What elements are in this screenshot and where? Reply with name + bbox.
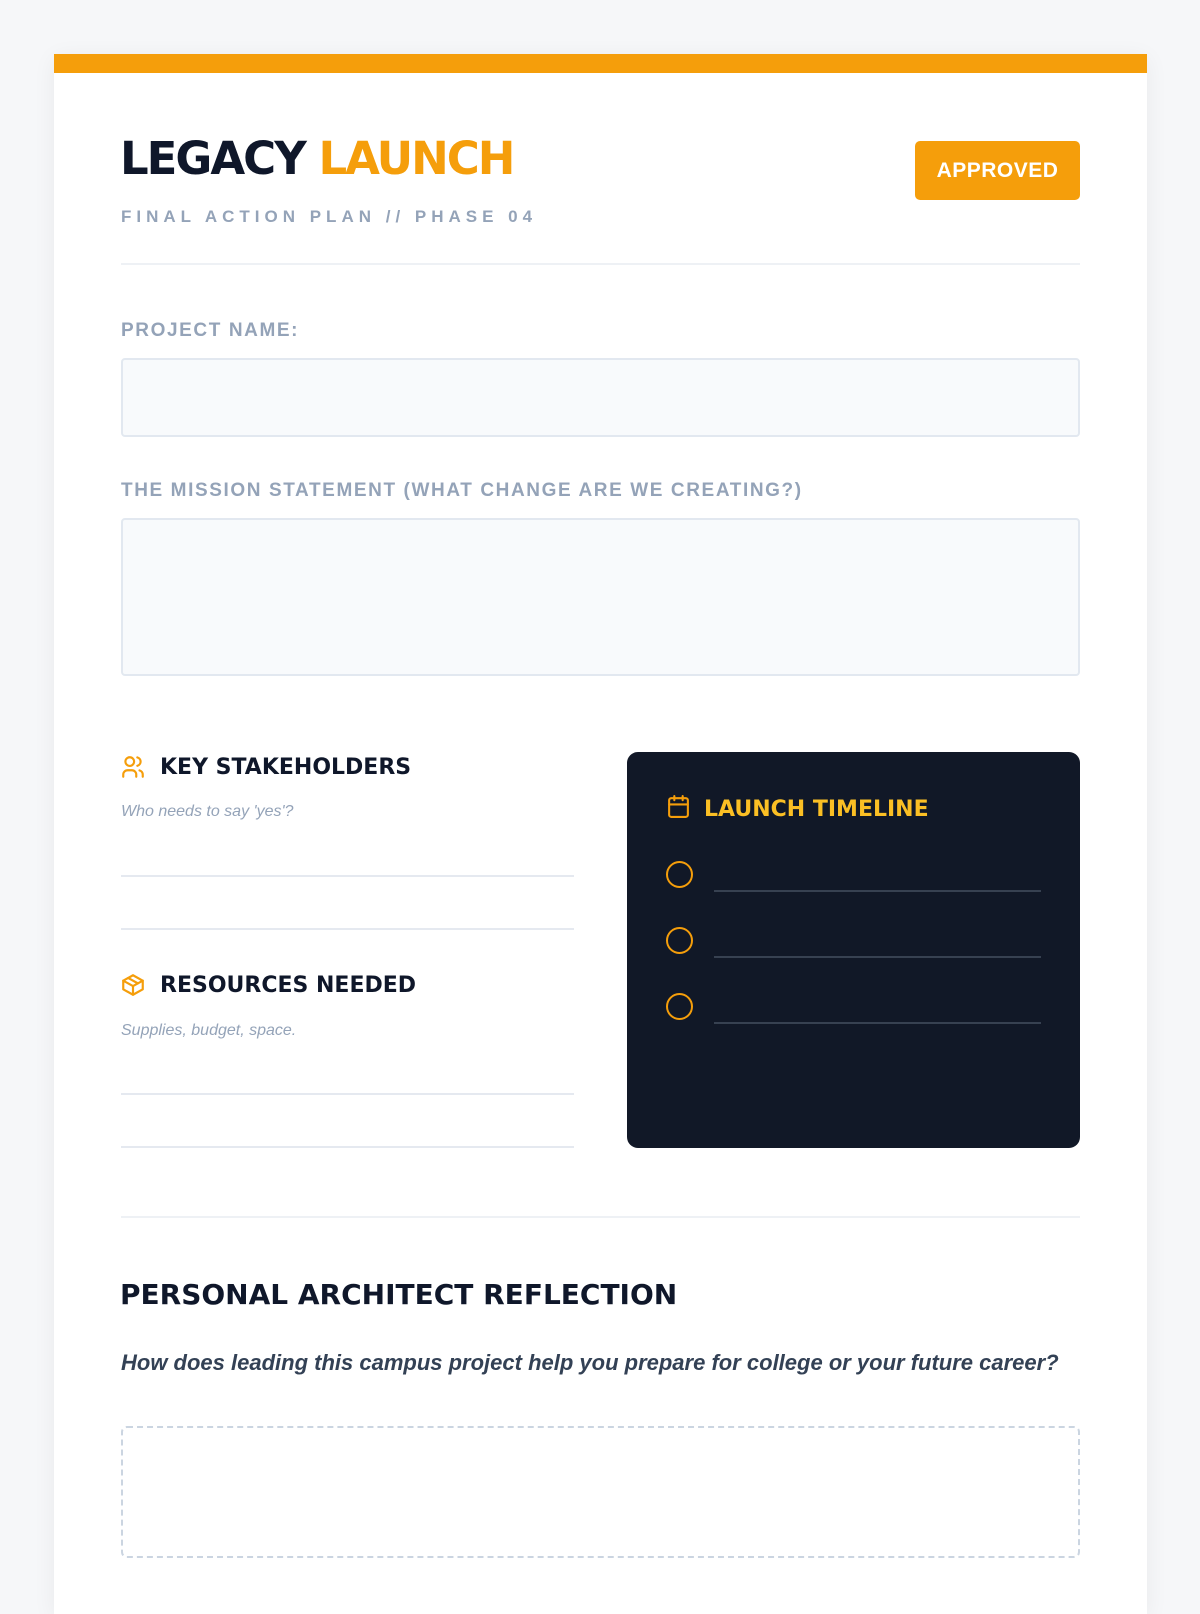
reflection-answer-field[interactable] xyxy=(121,1426,1080,1558)
milestone-circle-icon[interactable] xyxy=(666,993,693,1020)
timeline-entry-line[interactable] xyxy=(714,890,1041,892)
page-title xyxy=(120,132,514,185)
timeline-entry-line[interactable] xyxy=(714,1022,1041,1024)
stakeholders-helper: Who needs to say 'yes'? xyxy=(121,803,294,820)
users-icon xyxy=(120,754,146,780)
project-name-field[interactable] xyxy=(121,358,1080,437)
timeline-step xyxy=(666,857,1040,891)
action-plan-card xyxy=(54,54,1147,1614)
mission-statement-field[interactable] xyxy=(121,518,1080,676)
top-accent-bar xyxy=(54,54,1147,73)
section-divider xyxy=(121,1216,1080,1218)
resources-title: RESOURCES NEEDED xyxy=(160,972,417,998)
project-name-label: PROJECT NAME: xyxy=(121,320,300,341)
timeline-title: LAUNCH TIMELINE xyxy=(704,797,929,822)
resources-helper: Supplies, budget, space. xyxy=(121,1022,297,1039)
title-accent: LAUNCH xyxy=(318,132,514,185)
status-badge: APPROVED xyxy=(915,141,1080,200)
page-subtitle: FINAL ACTION PLAN // PHASE 04 xyxy=(121,207,538,226)
milestone-circle-icon[interactable] xyxy=(666,927,693,954)
timeline-heading xyxy=(666,794,929,825)
resources-line[interactable] xyxy=(121,1146,574,1148)
stakeholders-line[interactable] xyxy=(121,875,574,877)
stakeholders-heading xyxy=(120,754,411,780)
box-icon xyxy=(120,972,146,998)
reflection-title: PERSONAL ARCHITECT REFLECTION xyxy=(120,1278,678,1311)
resources-line[interactable] xyxy=(121,1093,574,1095)
milestone-circle-icon[interactable] xyxy=(666,861,693,888)
title-primary: LEGACY xyxy=(120,132,305,185)
timeline-step xyxy=(666,989,1040,1023)
reflection-question: How does leading this campus project help you prepare for college or your future career? xyxy=(121,1350,1059,1375)
stakeholders-line[interactable] xyxy=(121,928,574,930)
header-divider xyxy=(121,263,1080,265)
calendar-icon xyxy=(666,794,691,825)
timeline-entry-line[interactable] xyxy=(714,956,1041,958)
timeline-step xyxy=(666,923,1040,957)
resources-heading xyxy=(120,972,416,998)
stakeholders-title: KEY STAKEHOLDERS xyxy=(160,754,412,780)
launch-timeline-panel xyxy=(627,752,1080,1148)
mission-statement-label: THE MISSION STATEMENT (WHAT CHANGE ARE WE CREATING?) xyxy=(121,480,803,501)
